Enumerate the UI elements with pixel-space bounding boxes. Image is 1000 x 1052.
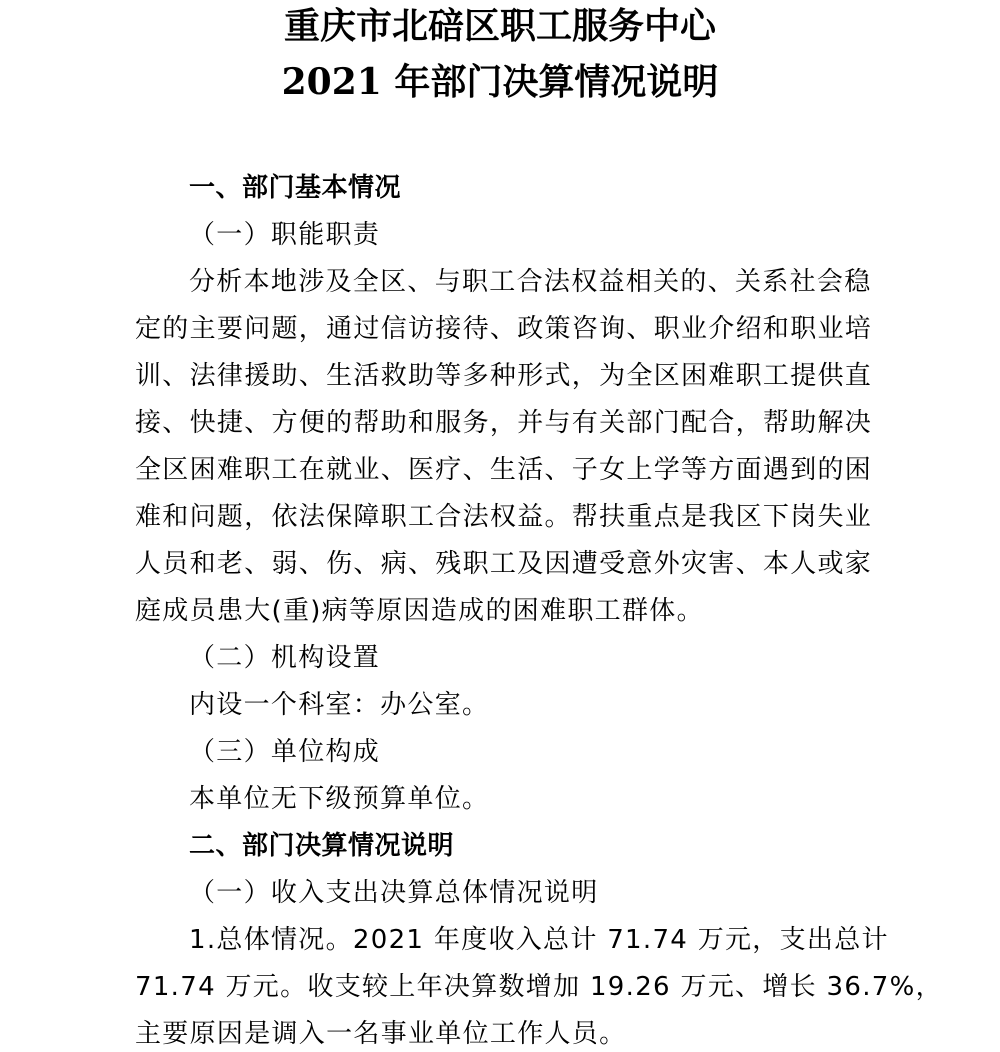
paragraph-line: 庭成员患大(重)病等原因造成的困难职工群体。 bbox=[135, 596, 704, 626]
paragraph-line: 人员和老、弱、伤、病、残职工及因遭受意外灾害、本人或家 bbox=[135, 549, 873, 579]
paragraph-line: 分析本地涉及全区、与职工合法权益相关的、关系社会稳 bbox=[189, 267, 872, 297]
paragraph-organization: 内设一个科室：办公室。 bbox=[189, 690, 490, 720]
paragraph-line: 全区困难职工在就业、医疗、生活、子女上学等方面遇到的困 bbox=[135, 455, 873, 485]
subheading-organization: （二）机构设置 bbox=[189, 643, 381, 673]
paragraph-line: 难和问题，依法保障职工合法权益。帮扶重点是我区下岗失业 bbox=[135, 502, 873, 532]
document-title-line1: 重庆市北碚区职工服务中心 bbox=[283, 5, 716, 47]
paragraph-composition: 本单位无下级预算单位。 bbox=[189, 784, 490, 814]
paragraph-line: 接、快捷、方便的帮助和服务，并与有关部门配合，帮助解决 bbox=[135, 408, 873, 438]
paragraph-line: 定的主要问题，通过信访接待、政策咨询、职业介绍和职业培 bbox=[135, 314, 873, 344]
subheading-income-expense: （一）收入支出决算总体情况说明 bbox=[189, 878, 599, 908]
document-title-line2: 2021 年部门决算情况说明 bbox=[281, 61, 719, 103]
subheading-composition: （三）单位构成 bbox=[189, 737, 381, 767]
paragraph-line: 1.总体情况。2021 年度收入总计 71.74 万元，支出总计 bbox=[189, 925, 889, 955]
section-heading-2: 二、部门决算情况说明 bbox=[189, 831, 455, 861]
paragraph-line: 71.74 万元。收支较上年决算数增加 19.26 万元、增长 36.7%， bbox=[135, 972, 943, 1002]
subheading-duties: （一）职能职责 bbox=[189, 220, 381, 250]
paragraph-line: 训、法律援助、生活救助等多种形式，为全区困难职工提供直 bbox=[135, 361, 873, 391]
section-heading-1: 一、部门基本情况 bbox=[189, 173, 402, 203]
paragraph-line: 主要原因是调入一名事业单位工作人员。 bbox=[135, 1019, 627, 1049]
